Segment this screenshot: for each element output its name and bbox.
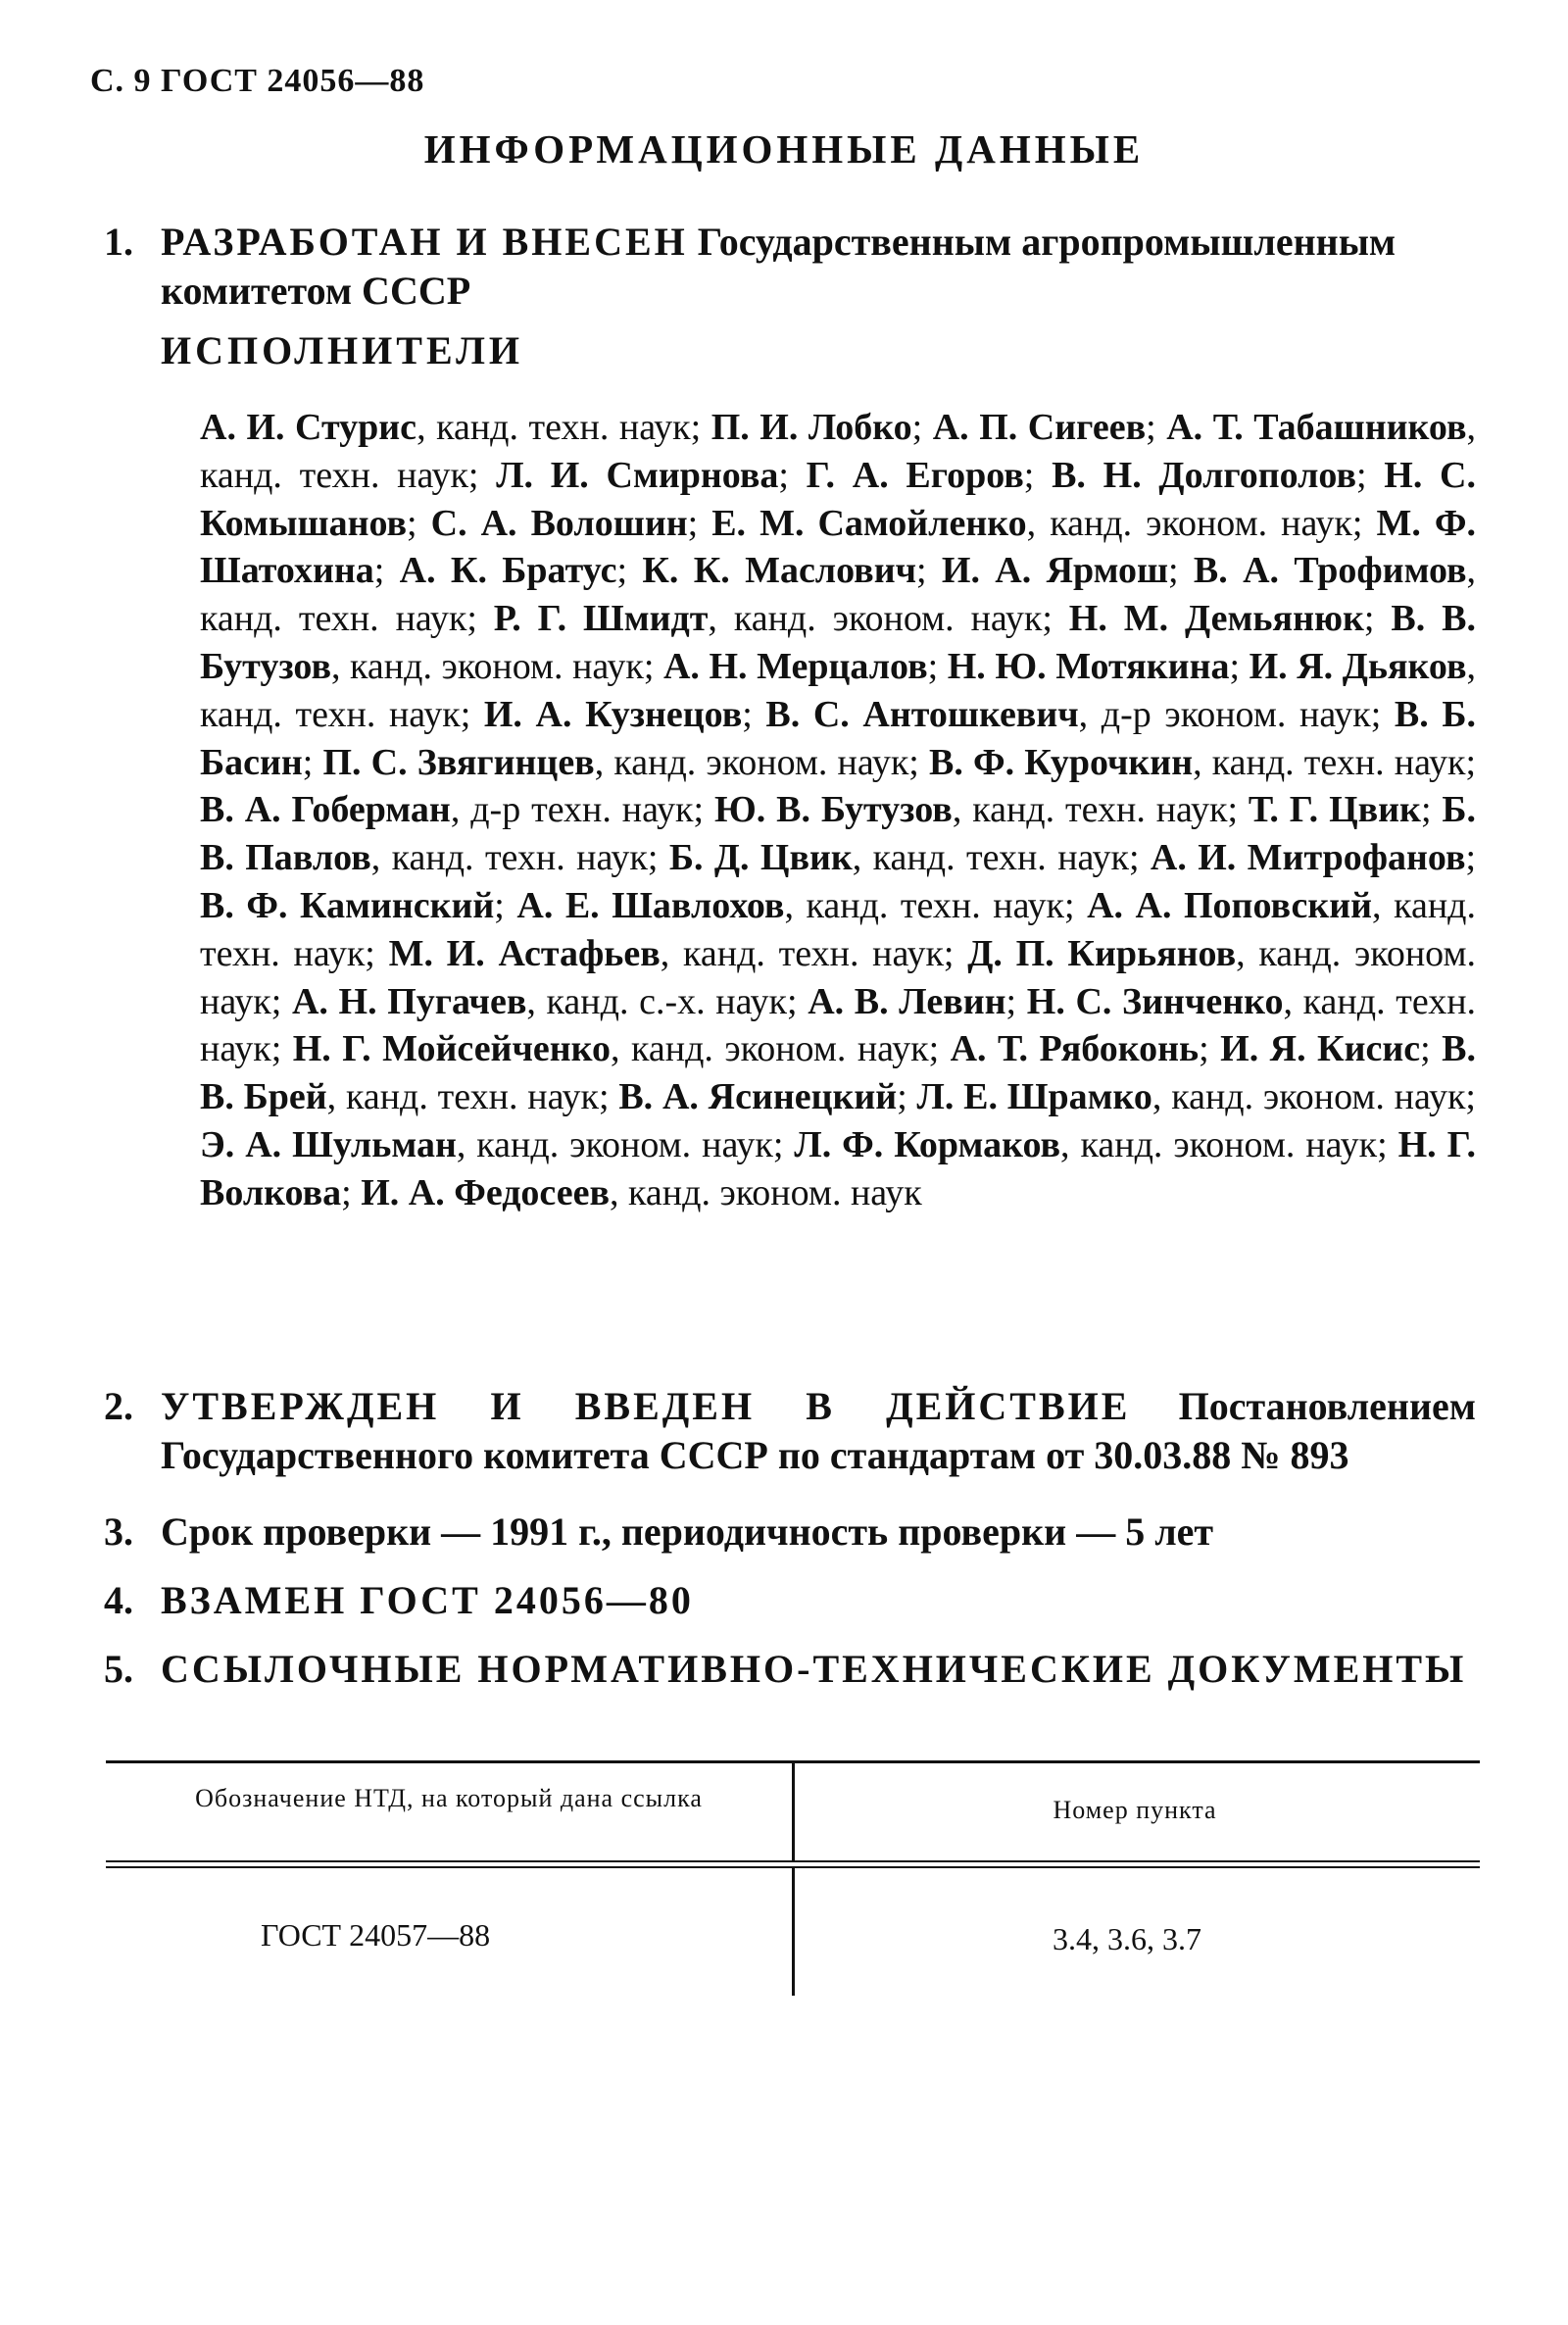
performer-name: В. А. Трофимов (1193, 550, 1467, 592)
performer-name: Н. Ю. Мотякина (947, 645, 1230, 687)
performers-list: А. И. Стурис, канд. техн. наук; П. И. Лобко; А. П. Сигеев; А. Т. Табашников, канд. техн. наук; Л. И. Смирнова; Г. А. Егоров; В. Н. Долгополов; Н. С. Комышанов; С. А. Волошин; Е. М. Самойленко, канд. эконом. наук; М. Ф. Шатохина; А. К. Братус; К. К. Маслович; И. А. Ярмош; В. А. Трофимов, канд. техн. наук; Р. Г. Шмидт, канд. эконом. наук; Н. М. Демьянюк; В. В. Бутузов, канд. эконом. наук; А. Н. Мерцалов; Н. Ю. Мотякина; И. Я. Дьяков, канд. техн. наук; И. А. Кузнецов; В. С. Антошкевич, д-р эконом. наук; В. Б. Басин; П. С. Звягинцев, канд. эконом. наук; В. Ф. Курочкин, канд. техн. наук; В. А. Гоберман, д-р техн. наук; Ю. В. Бутузов, канд. техн. наук; Т. Г. Цвик; Б. В. Павлов, канд. техн. наук; Б. Д. Цвик, канд. техн. наук; А. И. Митрофанов; В. Ф. Каминский; А. Е. Шавлохов, канд. техн. наук; А. А. Поповский, канд. техн. наук; М. И. Астафьев, канд. техн. наук; Д. П. Кирьянов, канд. эконом. наук; А. Н. Пугачев, канд. с.-х. наук; А. В. Левин; Н. С. Зинченко, канд. техн. наук; Н. Г. Мойсейченко, канд. эконом. наук; А. Т. Рябоконь; И. Я. Кисис; В. В. Брей, канд. техн. наук; В. А. Ясинецкий; Л. Е. Шрамко, канд. эконом. наук; Э. А. Шульман, канд. эконом. наук; Л. Ф. Кормаков, канд. эконом. наук; Н. Г. Волкова; И. А. Федосеев, канд. эконом. наук (200, 407, 1477, 1213)
performer-name: Н. Г. Мойсейченко (292, 1028, 612, 1070)
performer-degree: канд. эконом. наук (628, 1171, 922, 1213)
performer-name: М. Ф. Шатохина (200, 502, 1477, 592)
table-header-designation: Обозначение НТД, на который дана ссылка (195, 1784, 703, 1812)
performer-degree: д-р эконом. наук (1101, 693, 1371, 735)
performer-name: Н. Г. Волкова (200, 1123, 1476, 1213)
performer-degree: д-р техн. наук (470, 789, 694, 831)
item-number: 1. (104, 220, 133, 264)
performer-name: Э. А. Шульман (200, 1123, 457, 1165)
item-number: 4. (104, 1578, 133, 1622)
item-lead: УТВЕРЖДЕН И ВВЕДЕН В ДЕЙСТВИЕ (161, 1384, 1131, 1428)
performer-name: А. Т. Табашников (1166, 407, 1467, 448)
performer-name: П. И. Лобко (710, 407, 912, 448)
performer-name: Г. А. Егоров (806, 454, 1024, 496)
performer-name: Б. Д. Цвик (668, 837, 853, 879)
performer-name: И. Я. Кисис (1220, 1028, 1421, 1070)
performer-name: Т. Г. Цвик (1248, 789, 1421, 831)
performer-name: В. Ф. Каминский (200, 884, 495, 926)
item-text: Срок проверки — 1991 г., периодичность проверки — 5 лет (161, 1509, 1214, 1554)
performer-name: И. Я. Дьяков (1249, 645, 1467, 687)
performer-name: В. А. Ясинецкий (618, 1076, 898, 1118)
performer-name: В. В. Брей (200, 1028, 1477, 1118)
performer-degree: канд. эконом. наук (631, 1028, 929, 1070)
performer-name: А. В. Левин (808, 980, 1006, 1022)
performer-name: Л. Е. Шрамко (916, 1076, 1152, 1118)
performer-degree: канд. эконом. наук (350, 645, 644, 687)
performer-name: А. Е. Шавлохов (516, 884, 785, 926)
table-header-rule (106, 1860, 1480, 1862)
table-column-divider (792, 1760, 795, 1860)
performer-degree: канд. эконом. наук (1171, 1076, 1466, 1118)
performer-name: И. А. Федосеев (361, 1171, 611, 1213)
performer-degree: канд. техн. наук (391, 837, 648, 879)
performer-degree: канд. техн. наук (200, 693, 461, 735)
performer-degree: канд. с.-х. наук (546, 980, 787, 1022)
reference-table (106, 1760, 1480, 1996)
performer-degree: канд. техн. наук (345, 1076, 599, 1118)
performer-name: А. К. Братус (399, 550, 617, 592)
performer-name: М. И. Астафьев (388, 932, 661, 974)
performer-name: Р. Г. Шмидт (493, 598, 709, 640)
performer-degree: канд. эконом. наук (613, 741, 909, 783)
performer-name: В. С. Антошкевич (765, 693, 1079, 735)
performer-name: Б. В. Павлов (200, 789, 1476, 879)
performer-degree: канд. техн. наук (1211, 741, 1466, 783)
table-cell-document: ГОСТ 24057—88 (261, 1917, 491, 1953)
performer-name: В. А. Гоберман (200, 789, 451, 831)
performer-name: Н. С. Зинченко (1026, 980, 1284, 1022)
performer-name: А. А. Поповский (1087, 884, 1373, 926)
performer-name: И. А. Кузнецов (483, 693, 743, 735)
item-number: 2. (104, 1384, 133, 1428)
performer-name: И. А. Ярмош (941, 550, 1169, 592)
item-3 (104, 1508, 1476, 1557)
performer-degree: канд. техн. наук (200, 980, 1477, 1070)
item-number: 3. (104, 1509, 133, 1554)
performer-degree: канд. эконом. наук (1050, 502, 1352, 544)
page-title: ИНФОРМАЦИОННЫЕ ДАННЫЕ (423, 126, 1145, 172)
performer-name: Н. М. Демьянюк (1068, 598, 1364, 640)
item-number: 5. (104, 1647, 133, 1691)
performer-degree: канд. техн. наук (200, 884, 1477, 974)
item-lead: ССЫЛОЧНЫЕ НОРМАТИВНО-ТЕХНИЧЕСКИЕ ДОКУМЕНТЫ (161, 1647, 1467, 1691)
item-text: Постановлением Государственного комитета СССР по стандартам от 30.03.88 № 893 (161, 1384, 1477, 1477)
performer-degree: канд. эконом. наук (200, 932, 1476, 1022)
performer-name: Д. П. Кирьянов (967, 932, 1237, 974)
table-column-divider (792, 1868, 795, 1996)
performer-name: А. Н. Пугачев (291, 980, 527, 1022)
performer-name: П. С. Звягинцев (322, 741, 595, 783)
item-4 (104, 1576, 1476, 1625)
performer-name: С. А. Волошин (430, 502, 688, 544)
performer-degree: канд. эконом. наук (1080, 1123, 1378, 1165)
performer-name: В. Б. Басин (200, 693, 1476, 783)
performer-degree: канд. техн. наук (682, 932, 944, 974)
performer-name: А. П. Сигеев (932, 407, 1147, 448)
performer-degree: канд. техн. наук (436, 407, 691, 448)
performer-name: Л. И. Смирнова (496, 454, 779, 496)
item-2 (104, 1382, 1476, 1480)
performer-degree: канд. эконом. наук (733, 598, 1043, 640)
performer-name: В. Ф. Курочкин (928, 741, 1194, 783)
item-5 (104, 1645, 1476, 1694)
performer-degree: канд. техн. наук (806, 884, 1064, 926)
performer-name: Ю. В. Бутузов (713, 789, 953, 831)
performer-name: В. Н. Долгополов (1052, 454, 1356, 496)
performer-name: Е. М. Самойленко (711, 502, 1027, 544)
performer-degree: канд. техн. наук (972, 789, 1228, 831)
performer-name: А. Н. Мерцалов (662, 645, 928, 687)
performer-name: Л. Ф. Кормаков (794, 1123, 1061, 1165)
performer-degree: канд. техн. наук (200, 454, 468, 496)
running-head: С. 9 ГОСТ 24056—88 (90, 63, 425, 99)
item-lead: РАЗРАБОТАН И ВНЕСЕН (161, 220, 688, 264)
performer-name: А. И. Стурис (200, 407, 417, 448)
performers-heading: ИСПОЛНИТЕЛИ (161, 328, 524, 372)
performer-degree: канд. техн. наук (200, 598, 467, 640)
performer-name: Н. С. Комышанов (200, 454, 1477, 544)
performer-name: А. И. Митрофанов (1150, 837, 1466, 879)
table-header-clause: Номер пункта (1053, 1796, 1217, 1824)
performer-name: К. К. Маслович (642, 550, 917, 592)
item-1 (104, 218, 1476, 316)
performer-degree: канд. техн. наук (872, 837, 1129, 879)
performer-name: А. Т. Рябоконь (950, 1028, 1200, 1070)
item-lead: ВЗАМЕН ГОСТ 24056—80 (161, 1578, 694, 1622)
table-cell-clauses: 3.4, 3.6, 3.7 (1053, 1921, 1201, 1956)
item-text: Государственным агропромышленным комитетом СССР (161, 220, 1396, 313)
performer-degree: канд. эконом. наук (476, 1123, 773, 1165)
performer-name: В. В. Бутузов (200, 598, 1477, 687)
